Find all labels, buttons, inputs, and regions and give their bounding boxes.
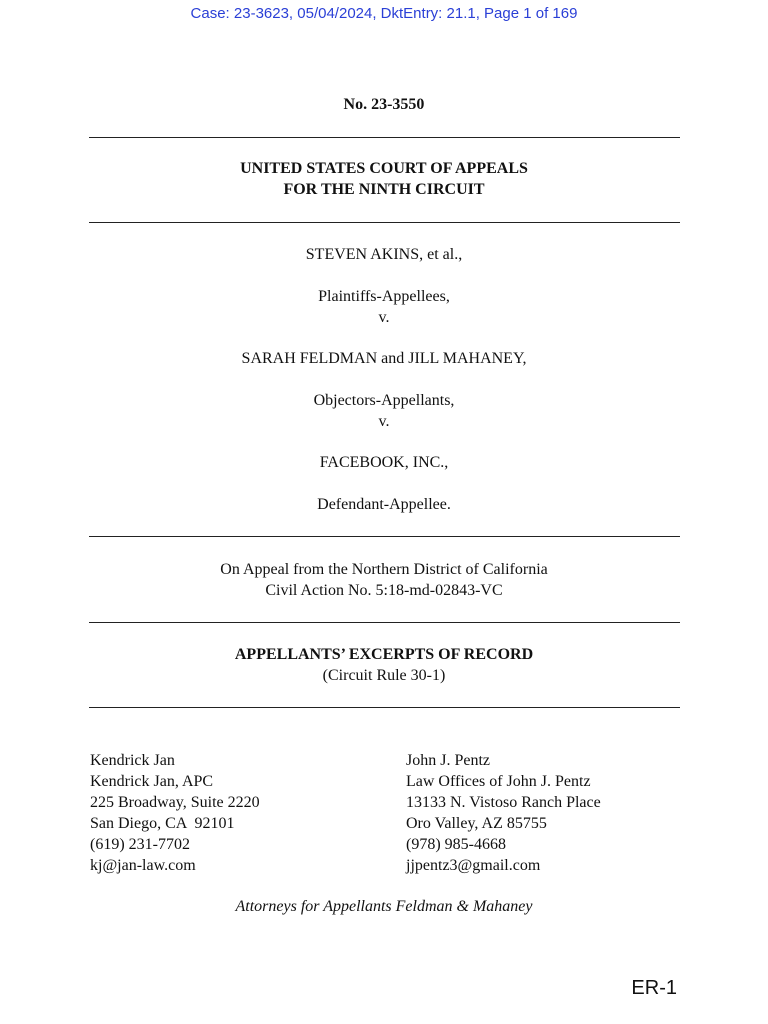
court-name-line2: FOR THE NINTH CIRCUIT [283, 181, 485, 198]
counsel-name: John J. Pentz [406, 752, 490, 769]
attorneys-for-line: Attorneys for Appellants Feldman & Mahaney [235, 898, 533, 915]
counsel-email: jjpentz3@gmail.com [406, 857, 541, 874]
versus-1: v. [378, 309, 390, 326]
counsel-address-line2: San Diego, CA 92101 [90, 815, 235, 832]
counsel-address-line2: Oro Valley, AZ 85755 [406, 815, 547, 832]
counsel-address-line1: 225 Broadway, Suite 2220 [90, 794, 260, 811]
counsel-address-line1: 13133 N. Vistoso Ranch Place [406, 794, 601, 811]
document-title: APPELLANTS’ EXCERPTS OF RECORD [234, 646, 534, 663]
counsel-block-right [406, 750, 601, 876]
court-name-line1: UNITED STATES COURT OF APPEALS [240, 160, 528, 177]
court-name [0, 158, 768, 200]
appeal-line1: On Appeal from the Northern District of California [220, 561, 548, 578]
divider-rule [89, 707, 680, 708]
versus-2: v. [378, 413, 390, 430]
case-header-stamp: Case: 23-3623, 05/04/2024, DktEntry: 21.1, Page 1 of 169 [190, 5, 578, 22]
counsel-block-left [90, 750, 260, 876]
counsel-phone: (619) 231-7702 [90, 836, 190, 853]
divider-rule [89, 137, 680, 138]
divider-rule [89, 222, 680, 223]
counsel-name: Kendrick Jan [90, 752, 175, 769]
plaintiffs-role: Plaintiffs-Appellees, [318, 288, 450, 305]
plaintiffs-name: STEVEN AKINS, et al., [305, 246, 463, 263]
defendant-role: Defendant-Appellee. [317, 496, 451, 513]
divider-rule [89, 622, 680, 623]
objectors-name: SARAH FELDMAN and JILL MAHANEY, [241, 350, 527, 367]
counsel-firm: Kendrick Jan, APC [90, 773, 214, 790]
page-label: ER-1 [631, 977, 677, 999]
divider-rule [89, 536, 680, 537]
appeal-line2: Civil Action No. 5:18-md-02843-VC [265, 582, 503, 599]
appeal-origin [0, 559, 768, 601]
defendant-name: FACEBOOK, INC., [319, 454, 449, 471]
docket-number: No. 23-3550 [343, 96, 425, 113]
document-subtitle: (Circuit Rule 30-1) [322, 667, 446, 684]
counsel-firm: Law Offices of John J. Pentz [406, 773, 591, 790]
counsel-email: kj@jan-law.com [90, 857, 196, 874]
counsel-phone: (978) 985-4668 [406, 836, 506, 853]
objectors-role: Objectors-Appellants, [313, 392, 455, 409]
